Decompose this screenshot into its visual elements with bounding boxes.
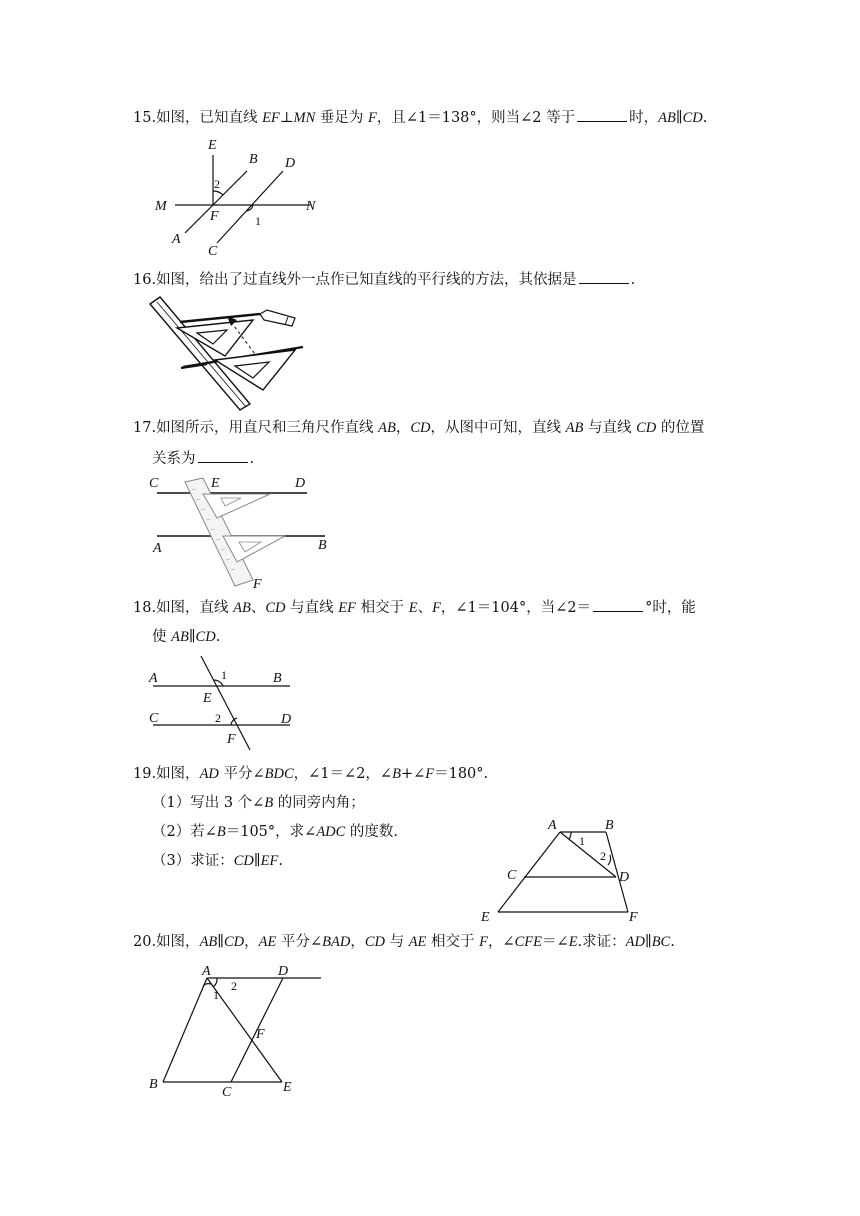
label-angle-1: 1 (579, 834, 585, 848)
label-angle-1: 1 (221, 668, 227, 682)
answer-blank[interactable] (198, 448, 248, 463)
question-19-part-1: （1）写出 3 个∠B 的同旁内角； (152, 795, 365, 811)
label-A: A (172, 232, 181, 247)
question-15-text: 15.如图，已知直线 EF⊥MN 垂足为 F，且∠1＝138°，则当∠2 等于 时，AB∥CD. (133, 107, 707, 128)
label-C: C (149, 476, 159, 491)
figure-20 (145, 960, 345, 1100)
label-C: C (149, 711, 159, 726)
label-F: F (253, 577, 262, 592)
question-20-text: 20.如图，AB∥CD，AE 平分∠BAD，CD 与 AE 相交于 F，∠CFE＝∠E.求证：AD∥BC. (133, 934, 675, 950)
label-F: F (210, 209, 219, 224)
label-angle-1: 1 (255, 214, 261, 228)
label-M: M (155, 199, 167, 214)
question-19-part-2: （2）若∠B＝105°，求∠ADC 的度数. (152, 824, 399, 840)
label-angle-2: 2 (231, 979, 237, 993)
label-A: A (149, 671, 158, 686)
question-19-text: 19.如图，AD 平分∠BDC，∠1＝∠2，∠B+∠F＝180°. (133, 766, 489, 782)
label-D: D (619, 870, 630, 885)
label-B: B (318, 538, 327, 553)
label-angle-2: 2 (600, 849, 606, 863)
question-17-text-line2: 关系为 . (152, 448, 254, 469)
answer-blank[interactable] (579, 269, 629, 284)
label-D: D (281, 712, 292, 727)
label-E: E (283, 1080, 292, 1095)
question-18-text-line1: 18.如图，直线 AB、CD 与直线 EF 相交于 E、F，∠1＝104°，当∠2＝ °时，能 (133, 597, 696, 618)
label-B: B (273, 671, 282, 686)
label-C: C (222, 1085, 232, 1100)
figure-18 (145, 652, 315, 752)
label-D: D (295, 476, 306, 491)
label-E: E (481, 910, 490, 925)
label-B: B (605, 818, 614, 833)
label-B: B (149, 1077, 158, 1092)
label-B: B (249, 152, 258, 167)
label-A: A (548, 818, 557, 833)
label-angle-2: 2 (215, 711, 221, 725)
label-C: C (507, 868, 517, 883)
label-E: E (208, 138, 217, 153)
label-D: D (285, 156, 296, 171)
label-N: N (306, 199, 316, 214)
answer-blank[interactable] (577, 107, 627, 122)
label-angle-1: 1 (213, 988, 219, 1002)
question-19-part-3: （3）求证：CD∥EF. (152, 853, 283, 869)
figure-17 (145, 470, 345, 595)
label-F: F (629, 910, 638, 925)
figure-15 (145, 133, 345, 258)
label-D: D (278, 964, 289, 979)
label-F: F (227, 732, 236, 747)
figure-19 (476, 815, 656, 925)
question-17-text-line1: 17.如图所示，用直尺和三角尺作直线 AB，CD，从图中可知，直线 AB 与直线 CD 的位置 (133, 420, 705, 436)
label-angle-2: 2 (214, 177, 220, 191)
figure-16 (145, 292, 315, 412)
question-16-text: 16.如图，给出了过直线外一点作已知直线的平行线的方法，其依据是 . (133, 269, 635, 290)
label-E: E (203, 691, 212, 706)
label-A: A (202, 964, 211, 979)
label-C: C (208, 244, 218, 259)
answer-blank[interactable] (593, 597, 643, 612)
question-18-text-line2: 使 AB∥CD. (152, 629, 221, 645)
label-A: A (153, 541, 162, 556)
label-E: E (211, 476, 220, 491)
label-F: F (256, 1027, 265, 1042)
